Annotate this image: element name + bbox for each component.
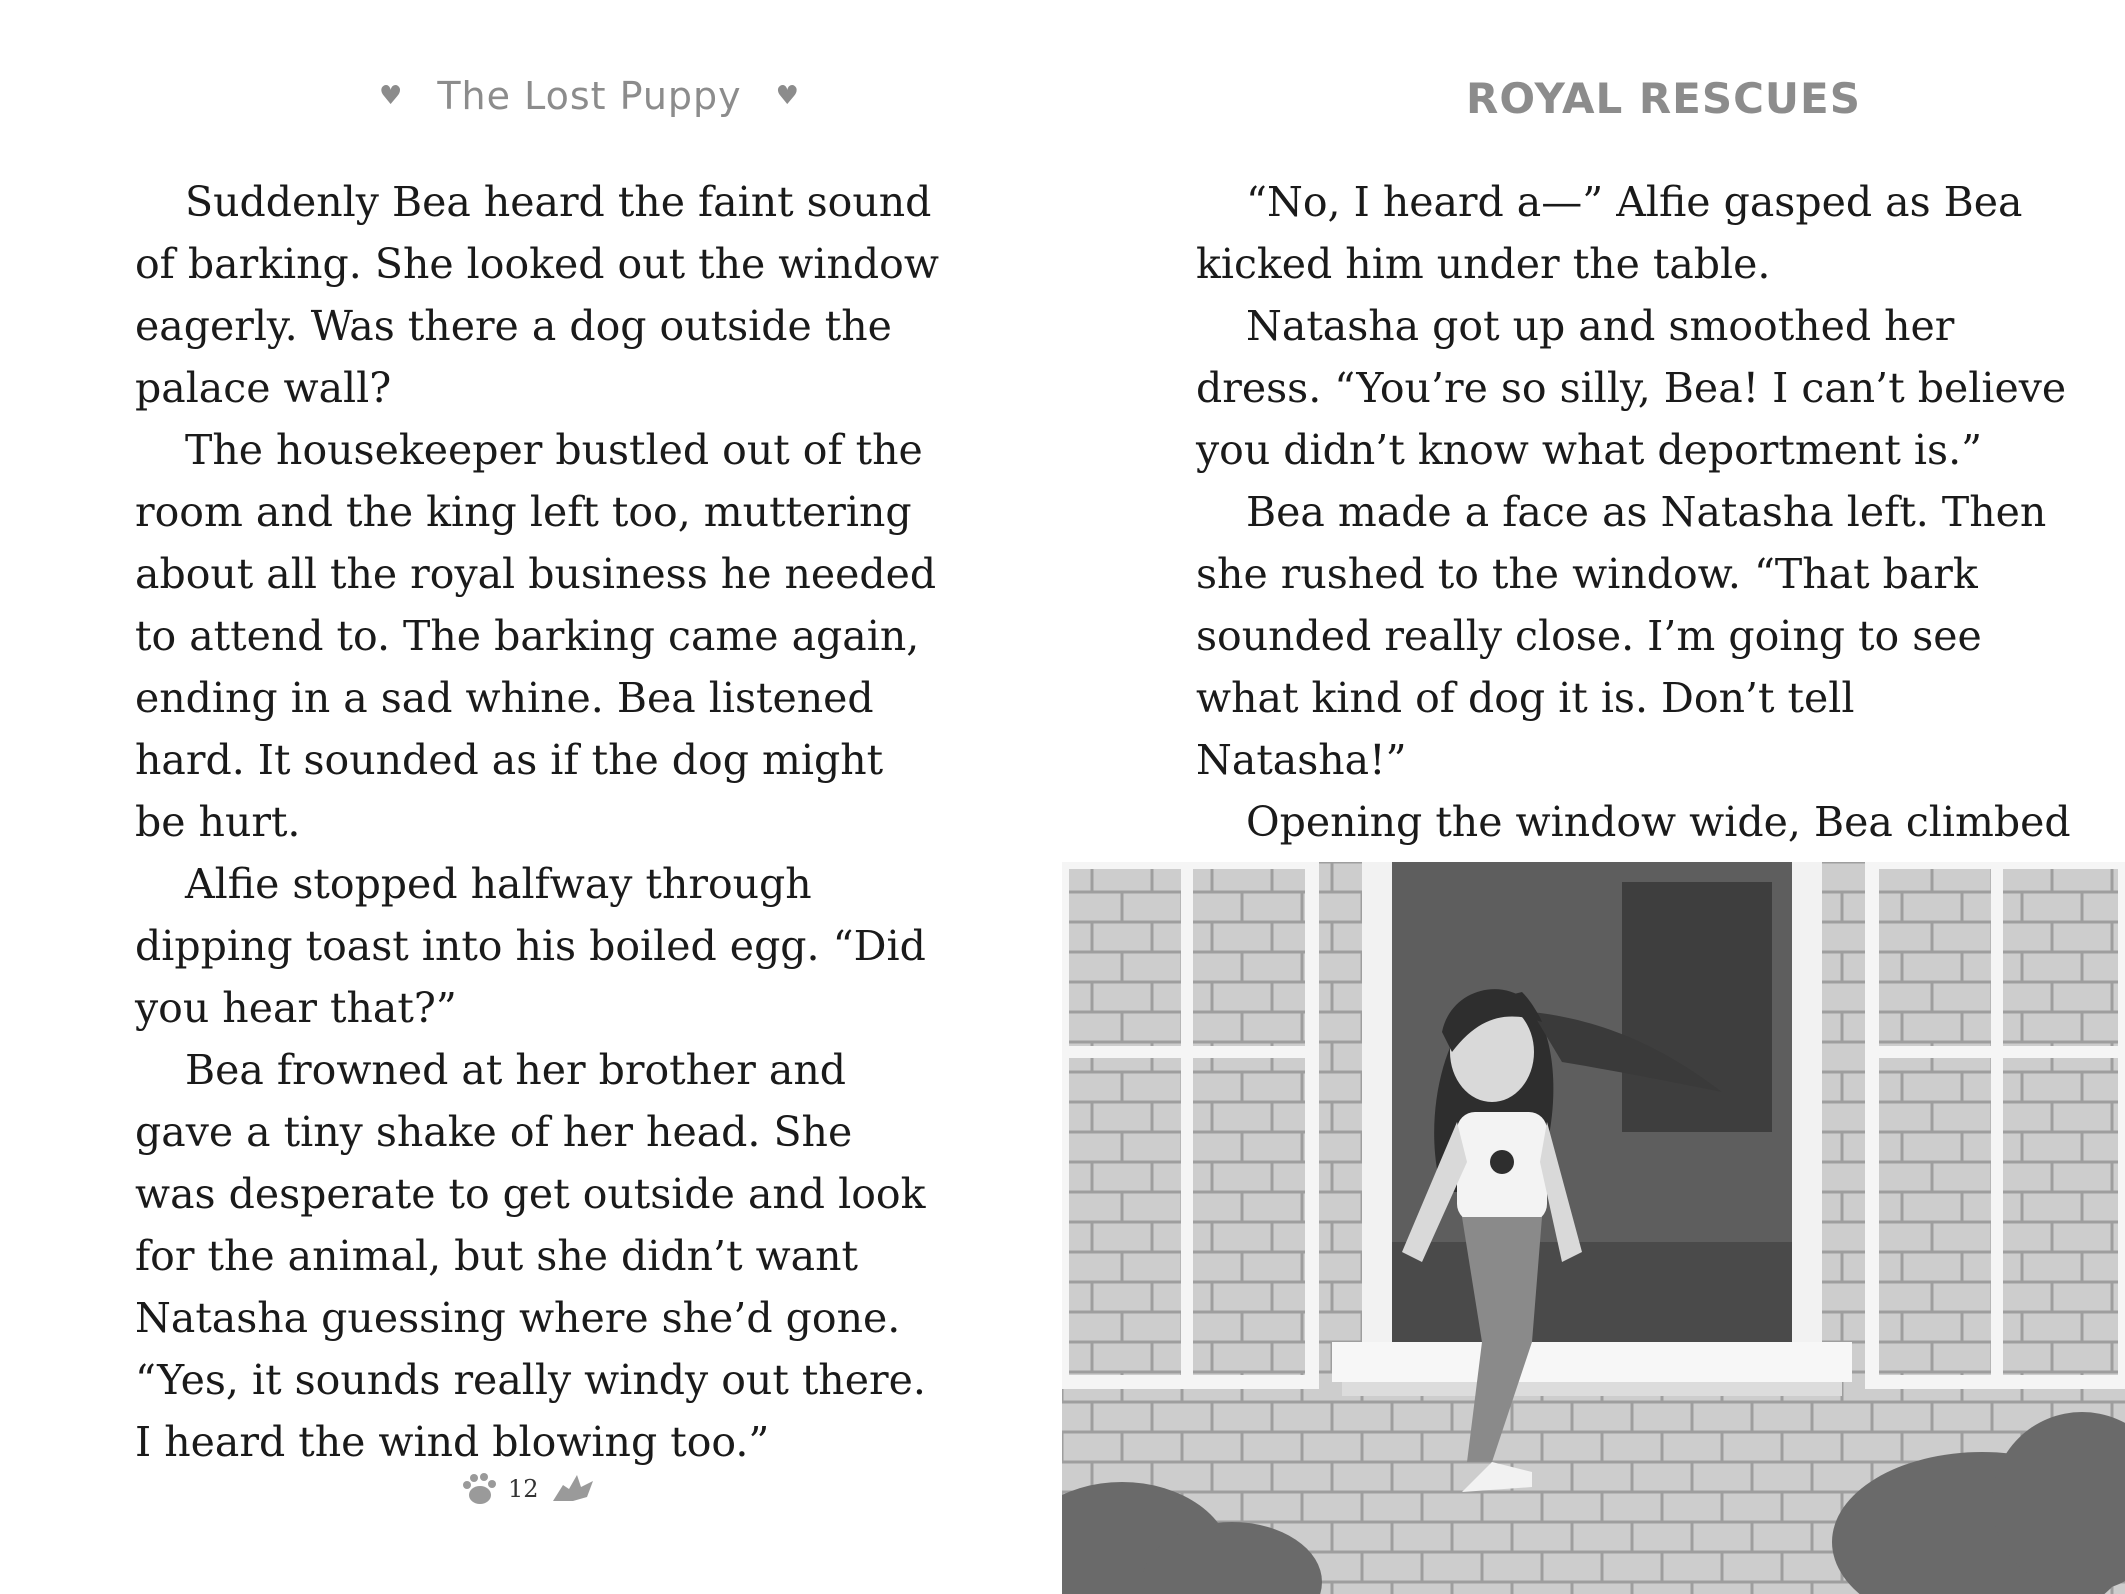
window-frame-right	[1792, 862, 1822, 1362]
paragraph: Bea frowned at her brother and gave a tiny shake of her head. She was desperate to get outside and look for the animal, but she didn’t want Natasha guessing where she’d gone. “Yes, it sounds really windy out there. I heard the wind blowing too.”	[135, 1046, 926, 1466]
page-number: 12	[508, 1475, 539, 1503]
heart-icon: ♥	[379, 81, 404, 111]
paragraph: Natasha got up and smoothed her dress. “You’re so silly, Bea! I can’t believe you didn’t know what deportment is.”	[1196, 302, 2067, 474]
interior-wainscot	[1392, 1242, 1792, 1342]
series-title: ROYAL RESCUES	[1466, 74, 1861, 123]
paw-print-icon	[458, 1471, 498, 1507]
paragraph: Opening the window wide, Bea climbed	[1246, 798, 2071, 846]
puppy-silhouette-icon	[549, 1471, 597, 1507]
heart-icon: ♥	[775, 81, 800, 111]
paragraph: Alfie stopped halfway through dipping toast into his boiled egg. “Did you hear that?”	[135, 860, 926, 1032]
paragraph: Suddenly Bea heard the faint sound of barking. She looked out the window eagerly. Was there a dog outside the palace wall?	[135, 178, 939, 412]
left-running-head	[345, 74, 834, 118]
right-running-head	[1466, 74, 1861, 123]
window-sill	[1332, 1342, 1852, 1382]
left-page	[0, 0, 1062, 1594]
paragraph: The housekeeper bustled out of the room and the king left too, muttering about all the royal business he needed to attend to. The barking came again, ending in a sad whine. Bea listened hard. It sounded as if the dog might be hurt.	[135, 426, 937, 846]
interior-doorway	[1622, 882, 1772, 1132]
book-title: The Lost Puppy	[437, 74, 742, 118]
paragraph: “No, I heard a—” Alfie gasped as Bea kicked him under the table.	[1196, 178, 2023, 288]
window-frame-left	[1362, 862, 1392, 1362]
page-folio	[458, 1471, 597, 1507]
right-body-text	[1196, 171, 2076, 915]
illustration-girl-on-windowsill	[1062, 862, 2125, 1594]
paragraph: Bea made a face as Natasha left. Then she rushed to the window. “That bark sounded really close. I’m going to see what kind of dog it is. Don’t tell Natasha!”	[1196, 488, 2047, 784]
left-body-text	[135, 171, 945, 1473]
